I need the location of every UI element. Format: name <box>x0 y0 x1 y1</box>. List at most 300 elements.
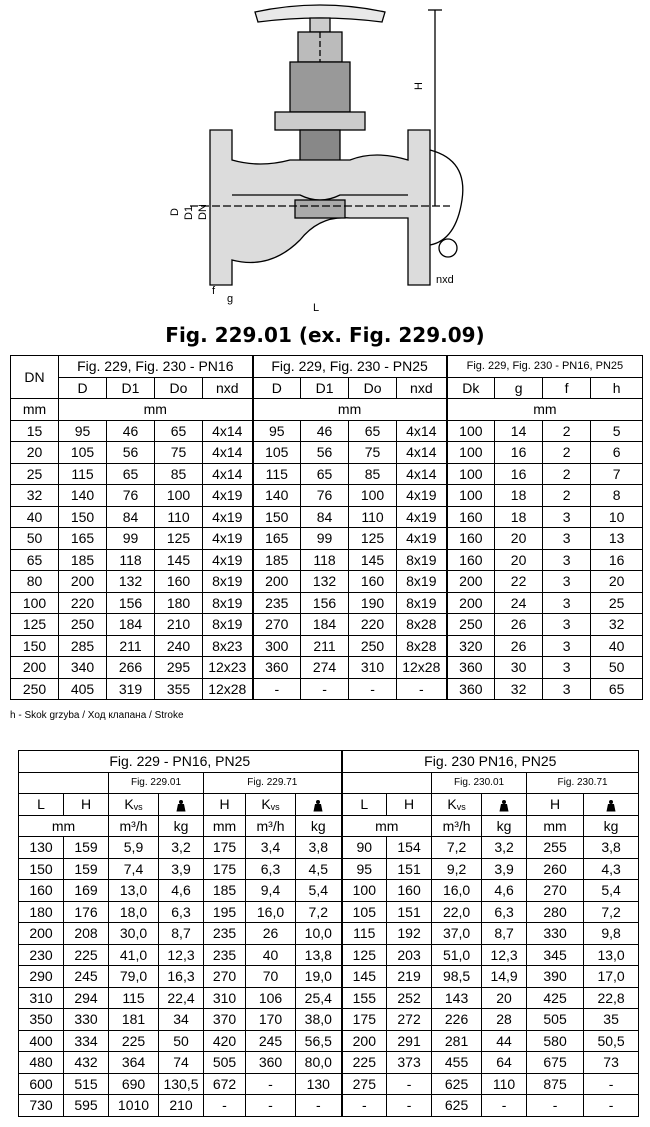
table-cell: 115 <box>342 923 387 945</box>
table-cell: 7,4 <box>109 858 159 880</box>
table-cell: 160 <box>387 880 432 902</box>
table-cell: 360 <box>253 657 301 679</box>
table-cell: 875 <box>527 1073 584 1095</box>
table-cell: 19,0 <box>296 966 342 988</box>
table-cell: 310 <box>349 657 397 679</box>
table-cell: - <box>349 678 397 700</box>
table-cell: 46 <box>107 420 155 442</box>
table-cell: 310 <box>204 987 246 1009</box>
table-cell: 200 <box>19 923 64 945</box>
blank-cell <box>342 772 432 794</box>
col-header: Do <box>349 377 397 399</box>
dim-d-label: D <box>169 208 181 216</box>
table-cell: 125 <box>11 614 59 636</box>
table-cell: 200 <box>59 571 107 593</box>
col-header: D1 <box>107 377 155 399</box>
table-cell: 56,5 <box>296 1030 342 1052</box>
table-cell: 80,0 <box>296 1052 342 1074</box>
table-cell: 22,8 <box>584 987 639 1009</box>
table-cell: 3 <box>543 657 591 679</box>
table-cell: 65 <box>301 463 349 485</box>
table-cell: 65 <box>11 549 59 571</box>
table-cell: 115 <box>109 987 159 1009</box>
table-cell: 9,4 <box>246 880 296 902</box>
table-cell: 65 <box>107 463 155 485</box>
unit-kg: kg <box>296 815 342 837</box>
table-cell: 44 <box>482 1030 527 1052</box>
table-cell: 245 <box>246 1030 296 1052</box>
table-cell: 225 <box>342 1052 387 1074</box>
table-cell: 85 <box>155 463 203 485</box>
table-cell: 185 <box>253 549 301 571</box>
table-cell: 100 <box>155 485 203 507</box>
table-cell: 125 <box>342 944 387 966</box>
col-header: f <box>543 377 591 399</box>
table-cell: 211 <box>107 635 155 657</box>
table-cell: 4,6 <box>482 880 527 902</box>
table-cell: 185 <box>204 880 246 902</box>
unit-mm: mm <box>19 815 109 837</box>
col-l-header: L <box>342 794 387 816</box>
table-cell: 110 <box>155 506 203 528</box>
table-cell: 5,4 <box>584 880 639 902</box>
table-cell: 203 <box>387 944 432 966</box>
table-cell: 125 <box>349 528 397 550</box>
table-cell: 40 <box>591 635 643 657</box>
weight-icon <box>159 794 204 816</box>
table-cell: 4x19 <box>397 528 447 550</box>
table-cell: 240 <box>155 635 203 657</box>
col-header: nxd <box>203 377 253 399</box>
table-row <box>11 463 643 485</box>
kvs-sub: vs <box>270 801 280 812</box>
table-row <box>19 944 639 966</box>
fig22901-header: Fig. 229.01 <box>109 772 204 794</box>
fig23071-header: Fig. 230.71 <box>527 772 639 794</box>
table-cell: 190 <box>349 592 397 614</box>
table-cell: 266 <box>107 657 155 679</box>
table-cell: 220 <box>59 592 107 614</box>
valve-technical-drawing <box>150 0 490 318</box>
stroke-note: h - Skok grzyba / Ход клапана / Stroke <box>10 710 184 721</box>
unit-m3h: m³/h <box>246 815 296 837</box>
table-cell: 3,8 <box>296 837 342 859</box>
table-cell: 195 <box>204 901 246 923</box>
weight-icon <box>584 794 639 816</box>
table-cell: 50 <box>159 1030 204 1052</box>
table-cell: 25 <box>11 463 59 485</box>
table-cell: 50 <box>591 657 643 679</box>
table-cell: 3 <box>543 506 591 528</box>
table-cell: 690 <box>109 1073 159 1095</box>
table-cell: 125 <box>155 528 203 550</box>
pn25-group-header: Fig. 229, Fig. 230 - PN25 <box>253 356 447 378</box>
table-cell: 2 <box>543 463 591 485</box>
table-cell: 6,3 <box>246 858 296 880</box>
table-cell: 105 <box>342 901 387 923</box>
table-cell: 181 <box>109 1009 159 1031</box>
table-cell: 40 <box>11 506 59 528</box>
table-cell: 4x19 <box>397 485 447 507</box>
table-cell: 151 <box>387 858 432 880</box>
table-cell: 16 <box>591 549 643 571</box>
table-cell: 28 <box>482 1009 527 1031</box>
table-cell: 245 <box>64 966 109 988</box>
unit-m3h: m³/h <box>432 815 482 837</box>
table-cell: 85 <box>349 463 397 485</box>
table-cell: 150 <box>253 506 301 528</box>
table-cell: 200 <box>11 657 59 679</box>
table-cell: 192 <box>387 923 432 945</box>
table-cell: 294 <box>64 987 109 1009</box>
table-cell: 8 <box>591 485 643 507</box>
table-cell: 3,8 <box>584 837 639 859</box>
table-row <box>19 987 639 1009</box>
table-cell: 65 <box>591 678 643 700</box>
col-h-header: H <box>527 794 584 816</box>
table-cell: 1010 <box>109 1095 159 1117</box>
table-cell: 275 <box>342 1073 387 1095</box>
fig230-group-header: Fig. 230 PN16, PN25 <box>342 751 639 773</box>
table-cell: 5,4 <box>296 880 342 902</box>
table-cell: 425 <box>527 987 584 1009</box>
kvs-sub: vs <box>133 801 143 812</box>
table-cell: 20 <box>482 987 527 1009</box>
table-cell: - <box>482 1095 527 1117</box>
mm-unit: mm <box>11 399 59 421</box>
table-cell: 7,2 <box>296 901 342 923</box>
table-cell: 160 <box>155 571 203 593</box>
table-cell: 100 <box>447 442 495 464</box>
table-cell: 13,0 <box>109 880 159 902</box>
table-cell: 211 <box>301 635 349 657</box>
table-cell: 140 <box>59 485 107 507</box>
table-cell: 32 <box>591 614 643 636</box>
table-cell: 4x14 <box>203 442 253 464</box>
table-cell: 9,8 <box>584 923 639 945</box>
table-cell: 25 <box>591 592 643 614</box>
table-cell: 95 <box>342 858 387 880</box>
kvs-k: K <box>261 795 271 812</box>
table-cell: 4x14 <box>397 463 447 485</box>
table-row <box>19 1030 639 1052</box>
table-cell: 165 <box>59 528 107 550</box>
table-cell: 220 <box>349 614 397 636</box>
blank-cell <box>19 772 109 794</box>
dim-dn-label: DN <box>197 204 209 220</box>
table-cell: 4x14 <box>203 420 253 442</box>
table-row <box>11 614 643 636</box>
table-cell: 145 <box>342 966 387 988</box>
table-cell: 270 <box>253 614 301 636</box>
table-cell: 41,0 <box>109 944 159 966</box>
table-cell: 225 <box>109 1030 159 1052</box>
table-cell: 6,3 <box>482 901 527 923</box>
table-cell: - <box>342 1095 387 1117</box>
table-cell: 270 <box>204 966 246 988</box>
table-cell: 5,9 <box>109 837 159 859</box>
table-cell: 105 <box>253 442 301 464</box>
table-cell: 8,7 <box>482 923 527 945</box>
table-cell: 360 <box>447 657 495 679</box>
table-cell: 272 <box>387 1009 432 1031</box>
table-cell: 8x19 <box>397 549 447 571</box>
table-cell: - <box>527 1095 584 1117</box>
table-cell: 154 <box>387 837 432 859</box>
table-cell: 30 <box>495 657 543 679</box>
table-cell: 130 <box>296 1073 342 1095</box>
table-cell: 255 <box>527 837 584 859</box>
table-cell: 219 <box>387 966 432 988</box>
table-cell: 13,0 <box>584 944 639 966</box>
table-cell: 132 <box>107 571 155 593</box>
table-cell: 110 <box>349 506 397 528</box>
table-cell: 176 <box>64 901 109 923</box>
table-cell: 65 <box>155 420 203 442</box>
table-cell: - <box>584 1095 639 1117</box>
table-cell: 250 <box>447 614 495 636</box>
table-cell: 99 <box>301 528 349 550</box>
table-row <box>19 901 639 923</box>
table-cell: 12x28 <box>397 657 447 679</box>
col-h-header: H <box>204 794 246 816</box>
table-cell: 515 <box>64 1073 109 1095</box>
table-cell: 455 <box>432 1052 482 1074</box>
table-cell: 73 <box>584 1052 639 1074</box>
table-cell: 20 <box>495 549 543 571</box>
table-cell: 320 <box>447 635 495 657</box>
table-row <box>19 923 639 945</box>
table-cell: 2 <box>543 442 591 464</box>
table-cell: 3,4 <box>246 837 296 859</box>
table-cell: 330 <box>64 1009 109 1031</box>
table-cell: 200 <box>342 1030 387 1052</box>
both-group-header: Fig. 229, Fig. 230 - PN16, PN25 <box>447 356 643 378</box>
table-cell: 4,6 <box>159 880 204 902</box>
table-cell: 420 <box>204 1030 246 1052</box>
col-header: h <box>591 377 643 399</box>
table-cell: - <box>246 1095 296 1117</box>
table-cell: 330 <box>527 923 584 945</box>
table-cell: 150 <box>59 506 107 528</box>
table-cell: 280 <box>527 901 584 923</box>
table-cell: 20 <box>495 528 543 550</box>
table-cell: 7,2 <box>584 901 639 923</box>
unit-kg: kg <box>482 815 527 837</box>
table-row <box>19 966 639 988</box>
table-cell: 3 <box>543 528 591 550</box>
col-header: g <box>495 377 543 399</box>
table-row <box>11 485 643 507</box>
table-cell: 8x28 <box>397 635 447 657</box>
table-cell: 8x19 <box>203 614 253 636</box>
table-cell: 175 <box>204 858 246 880</box>
table-cell: 4x19 <box>203 528 253 550</box>
table-cell: 26 <box>246 923 296 945</box>
table-cell: 3,2 <box>159 837 204 859</box>
table-cell: 184 <box>301 614 349 636</box>
fig23001-header: Fig. 230.01 <box>432 772 527 794</box>
table-cell: 16 <box>495 442 543 464</box>
fig22971-header: Fig. 229.71 <box>204 772 342 794</box>
table-row <box>19 1073 639 1095</box>
table-cell: 50,5 <box>584 1030 639 1052</box>
table-cell: 310 <box>19 987 64 1009</box>
table-cell: 7,2 <box>432 837 482 859</box>
col-kvs-header <box>432 794 482 816</box>
table-cell: 56 <box>301 442 349 464</box>
table-cell: 370 <box>204 1009 246 1031</box>
table-cell: - <box>296 1095 342 1117</box>
col-kvs-header <box>246 794 296 816</box>
table-cell: 505 <box>527 1009 584 1031</box>
table-cell: - <box>387 1073 432 1095</box>
table-cell: 250 <box>349 635 397 657</box>
table-cell: 291 <box>387 1030 432 1052</box>
table-cell: 151 <box>387 901 432 923</box>
table-cell: 672 <box>204 1073 246 1095</box>
table-cell: 16 <box>495 463 543 485</box>
table-cell: 3,9 <box>159 858 204 880</box>
table-cell: 18,0 <box>109 901 159 923</box>
table-cell: 150 <box>19 858 64 880</box>
table-cell: 12x23 <box>203 657 253 679</box>
table-cell: 12,3 <box>159 944 204 966</box>
table-row <box>11 420 643 442</box>
kvs-sub: vs <box>456 801 466 812</box>
table-cell: 32 <box>11 485 59 507</box>
table-cell: 30,0 <box>109 923 159 945</box>
table-cell: 3,2 <box>482 837 527 859</box>
table-cell: 100 <box>349 485 397 507</box>
table-cell: 51,0 <box>432 944 482 966</box>
table-cell: 373 <box>387 1052 432 1074</box>
table-cell: 4,5 <box>296 858 342 880</box>
table-cell: 290 <box>19 966 64 988</box>
col-l-header: L <box>19 794 64 816</box>
table-cell: 14 <box>495 420 543 442</box>
table-cell: 175 <box>204 837 246 859</box>
table-cell: 505 <box>204 1052 246 1074</box>
table-cell: 159 <box>64 837 109 859</box>
table-cell: 35 <box>584 1009 639 1031</box>
table-cell: 8x19 <box>397 592 447 614</box>
table-cell: - <box>397 678 447 700</box>
table-cell: 281 <box>432 1030 482 1052</box>
table-cell: 360 <box>246 1052 296 1074</box>
fig229-group-header: Fig. 229 - PN16, PN25 <box>19 751 342 773</box>
table-cell: 115 <box>253 463 301 485</box>
table-cell: 235 <box>253 592 301 614</box>
table-cell: 95 <box>59 420 107 442</box>
table-cell: 8x19 <box>203 592 253 614</box>
table-cell: 3 <box>543 571 591 593</box>
table-cell: 3 <box>543 614 591 636</box>
table-cell: - <box>246 1073 296 1095</box>
table-cell: 7 <box>591 463 643 485</box>
table-cell: 65 <box>349 420 397 442</box>
table-cell: 165 <box>253 528 301 550</box>
table-cell: 17,0 <box>584 966 639 988</box>
table-cell: 34 <box>159 1009 204 1031</box>
dim-nxd-label: nxd <box>436 274 454 286</box>
table-cell: 295 <box>155 657 203 679</box>
table-cell: 432 <box>64 1052 109 1074</box>
table-cell: 160 <box>19 880 64 902</box>
table-cell: 13,8 <box>296 944 342 966</box>
table-cell: 99 <box>107 528 155 550</box>
table-cell: 12,3 <box>482 944 527 966</box>
table-cell: 185 <box>59 549 107 571</box>
table-cell: 8x28 <box>397 614 447 636</box>
table-cell: 37,0 <box>432 923 482 945</box>
table-cell: 5 <box>591 420 643 442</box>
weights-table <box>18 750 639 1117</box>
table-cell: 155 <box>342 987 387 1009</box>
table-cell: 4x19 <box>397 506 447 528</box>
table-cell: 100 <box>11 592 59 614</box>
table-cell: 84 <box>107 506 155 528</box>
table-cell: 8,7 <box>159 923 204 945</box>
table-cell: 8x19 <box>397 571 447 593</box>
col-h-header: H <box>64 794 109 816</box>
table-cell: 16,0 <box>246 901 296 923</box>
table-cell: 4x19 <box>203 549 253 571</box>
table-cell: 6,3 <box>159 901 204 923</box>
table-row <box>19 1095 639 1117</box>
table-cell: 130 <box>19 837 64 859</box>
table-cell: 334 <box>64 1030 109 1052</box>
table-cell: 80 <box>11 571 59 593</box>
table-cell: 340 <box>59 657 107 679</box>
table-cell: 160 <box>447 549 495 571</box>
dimensions-table <box>10 355 643 700</box>
table-cell: 10 <box>591 506 643 528</box>
table-cell: - <box>301 678 349 700</box>
table-cell: 208 <box>64 923 109 945</box>
table-cell: 390 <box>527 966 584 988</box>
table-cell: 260 <box>527 858 584 880</box>
table-cell: 160 <box>349 571 397 593</box>
table-cell: 13 <box>591 528 643 550</box>
table-cell: 24 <box>495 592 543 614</box>
kvs-k: K <box>447 795 457 812</box>
table-cell: 250 <box>59 614 107 636</box>
table-cell: 405 <box>59 678 107 700</box>
table-cell: 22,4 <box>159 987 204 1009</box>
table-cell: 20 <box>591 571 643 593</box>
table-cell: 106 <box>246 987 296 1009</box>
kvs-k: K <box>124 795 134 812</box>
table-cell: 180 <box>155 592 203 614</box>
table-cell: 15 <box>11 420 59 442</box>
table-cell: 16,0 <box>432 880 482 902</box>
col-kvs-header <box>109 794 159 816</box>
table-cell: 159 <box>64 858 109 880</box>
table-cell: 200 <box>253 571 301 593</box>
table-cell: 76 <box>107 485 155 507</box>
unit-kg: kg <box>159 815 204 837</box>
table-cell: 180 <box>19 901 64 923</box>
table-cell: 252 <box>387 987 432 1009</box>
table-cell: 2 <box>543 485 591 507</box>
table-cell: 319 <box>107 678 155 700</box>
table-cell: 156 <box>107 592 155 614</box>
table-cell: 3 <box>543 678 591 700</box>
table-cell: 600 <box>19 1073 64 1095</box>
table-cell: 100 <box>447 463 495 485</box>
table-cell: 4x14 <box>203 463 253 485</box>
